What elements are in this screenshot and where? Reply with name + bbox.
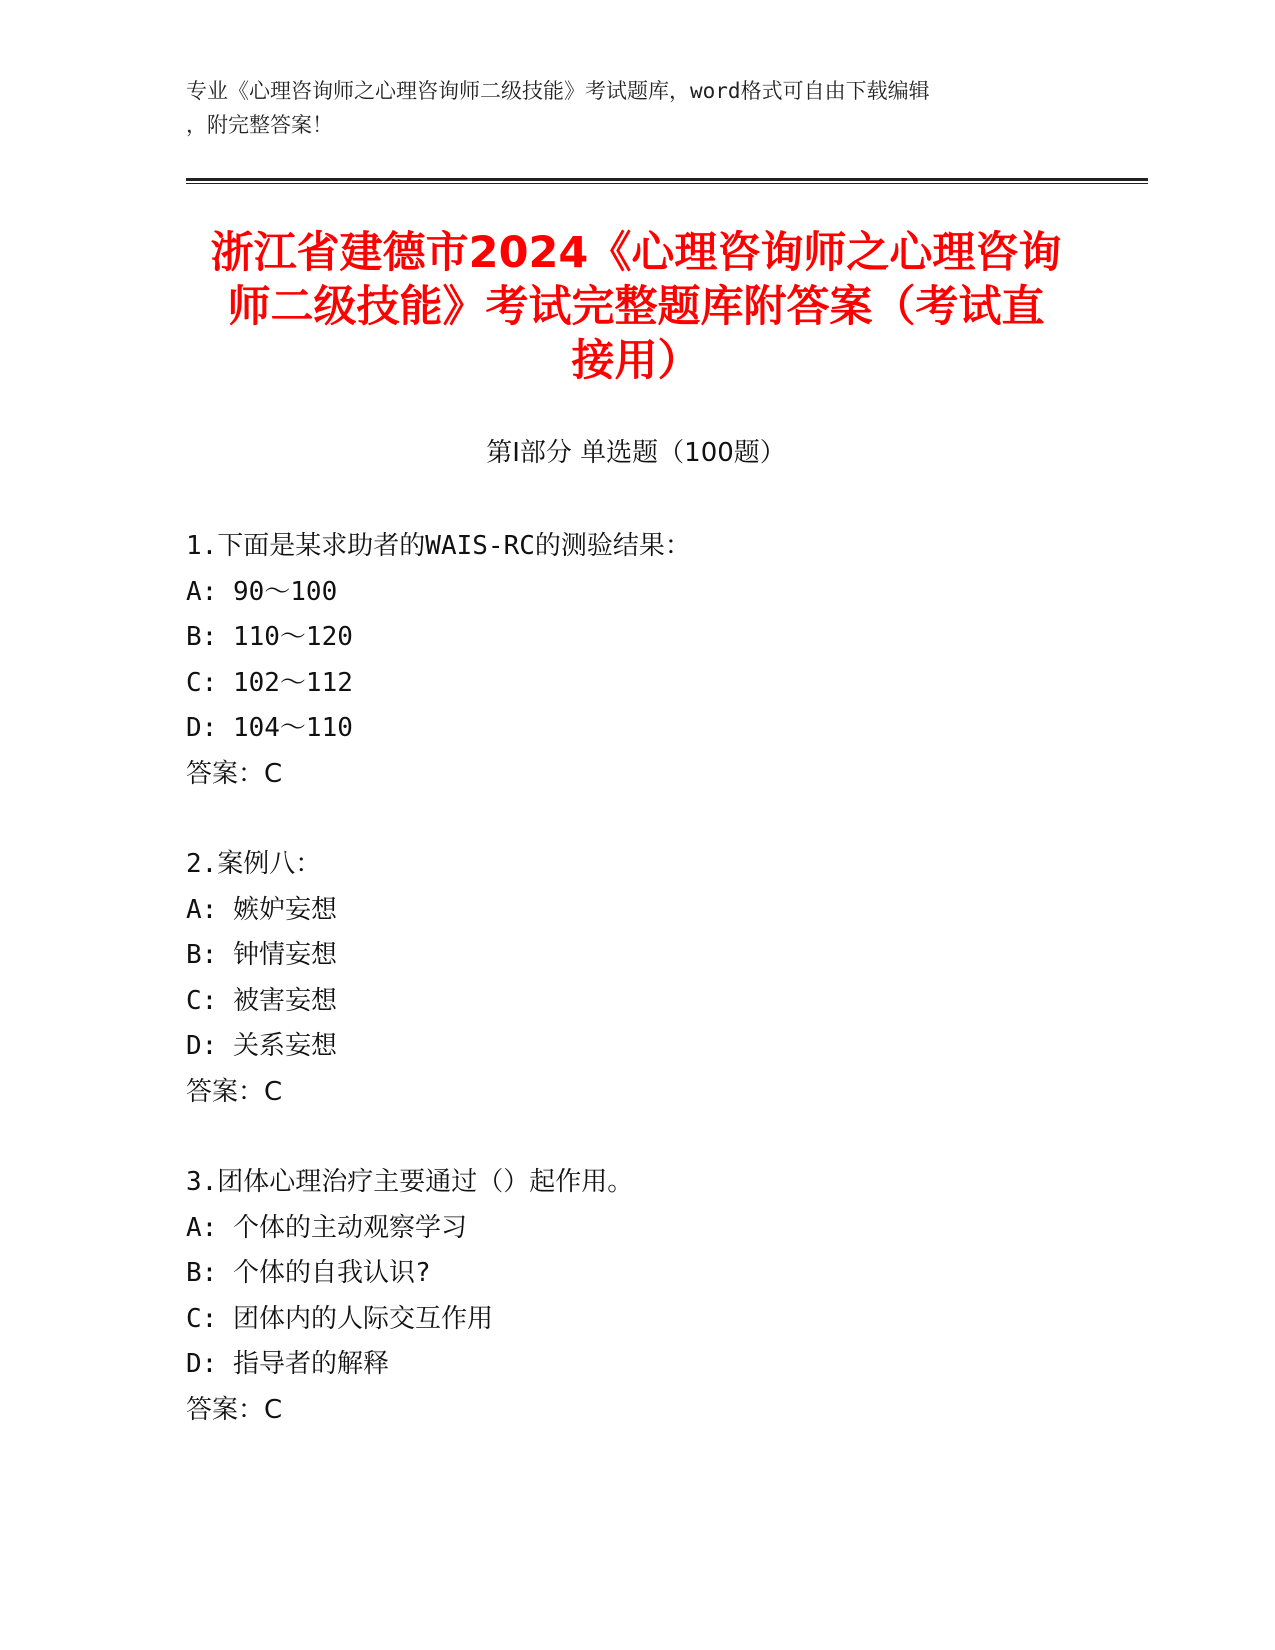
option-b: B: 个体的自我认识? — [186, 1258, 431, 1288]
option-c: C: 团体内的人际交互作用 — [186, 1303, 493, 1334]
option-d: D: 关系妄想 — [186, 1031, 337, 1061]
question-list — [186, 524, 1086, 1478]
option-c: C: 被害妄想 — [186, 985, 337, 1016]
option-c: C: 102～112 — [186, 667, 353, 698]
option-a: A: 个体的主动观察学习 — [186, 1212, 467, 1243]
header-divider-thin — [186, 183, 1148, 184]
document-title-line-2: 师二级技能》考试完整题库附答案（考试直 — [227, 282, 1045, 332]
question-item — [186, 1160, 1086, 1433]
question-stem: 3.团体心理治疗主要通过（）起作用。 — [186, 1167, 634, 1197]
question-item — [186, 524, 1086, 797]
answer-text: 答案：C — [186, 1076, 283, 1107]
header-note-line-1: 专业《心理咨询师之心理咨询师二级技能》考试题库，word格式可自由下载编辑 — [186, 79, 930, 103]
question-stem: 1.下面是某求助者的WAIS-RC的测验结果： — [186, 531, 691, 561]
question-item — [186, 842, 1086, 1115]
header-divider-thick — [186, 178, 1148, 181]
document-title-line-1: 浙江省建德市2024《心理咨询师之心理咨询 — [210, 228, 1062, 278]
option-d: D: 104～110 — [186, 713, 353, 743]
option-d: D: 指导者的解释 — [186, 1349, 389, 1379]
header-note — [186, 74, 1066, 142]
answer-text: 答案：C — [186, 758, 283, 789]
document-title-line-3: 接用） — [571, 336, 701, 386]
document-title — [186, 226, 1086, 388]
option-a: A: 嫉妒妄想 — [186, 894, 337, 925]
answer-text: 答案：C — [186, 1394, 283, 1425]
option-a: A: 90～100 — [186, 576, 338, 607]
header-note-line-2: ，附完整答案！ — [186, 113, 333, 137]
option-b: B: 钟情妄想 — [186, 940, 337, 970]
option-b: B: 110～120 — [186, 622, 353, 652]
section-heading: 第Ⅰ部分 单选题（100题） — [486, 438, 786, 468]
question-stem: 2.案例八： — [186, 849, 322, 879]
